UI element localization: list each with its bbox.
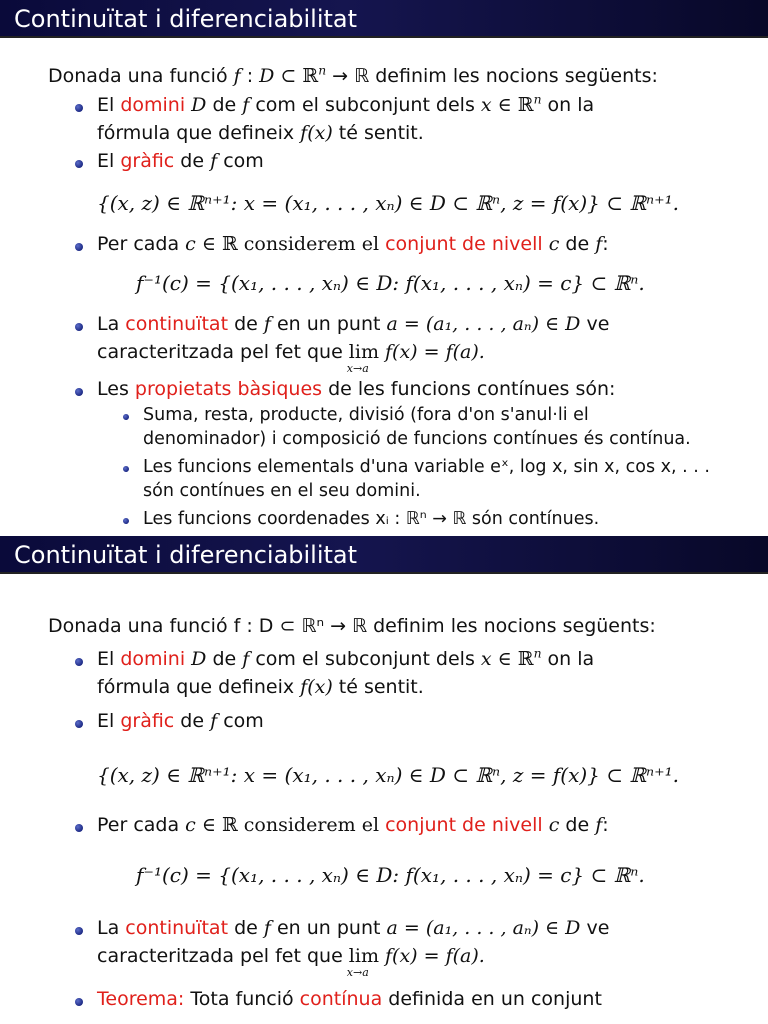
intro-line: Donada una funció f : D ⊂ ℝⁿ → ℝ definim les nocions següents: [48, 615, 656, 637]
slide-2 [0, 536, 768, 1024]
domini-line-2: fórmula que defineix f(x) té sentit. [97, 122, 424, 144]
term-teorema: Teorema: [97, 988, 185, 1010]
bullet-icon [75, 927, 83, 935]
teorema-line: Teorema: Tota funció contínua definida en un conjunt [97, 988, 602, 1010]
term-continuitat: continuïtat [125, 313, 229, 335]
propietats-line: Les propietats bàsiques de les funcions contínues són: [97, 378, 616, 400]
bullet-icon [75, 104, 83, 112]
term-conjunt-nivell: conjunt de nivell [385, 233, 543, 255]
term-domini: domini [120, 94, 186, 116]
continuitat-line: La continuïtat de f en un punt a = (a₁, . . . , aₙ) ∈ D ve [97, 917, 610, 939]
nivell-line: Per cada c ∈ ℝ considerem el conjunt de nivell c de f: [97, 814, 609, 836]
bullet-icon [75, 998, 83, 1006]
term-continua: contínua [299, 988, 383, 1010]
slide-title: Continuïtat i diferenciabilitat [0, 0, 768, 38]
sub-item-1: Suma, resta, producte, divisió (fora d'on s'anul·li el [143, 405, 589, 425]
bullet-icon [75, 824, 83, 832]
bullet-icon [75, 243, 83, 251]
domini-line: El domini D de f com el subconjunt dels x ∈ ℝ$^n$ on la [97, 646, 595, 670]
intro-line: Donada una funció f : D ⊂ ℝ$^n$ → ℝ definim les nocions següents: [48, 63, 658, 87]
nivell-formula: f⁻¹(c) = {(x₁, . . . , xₙ) ∈ D: f(x₁, . . . , xₙ) = c} ⊂ ℝⁿ. [136, 271, 645, 295]
bullet-icon [75, 323, 83, 331]
sub-item-2-cont: són contínues en el seu domini. [143, 481, 421, 501]
continuitat-line-2: caracteritzada pel fet que lim x→a f(x) = f(a). [97, 945, 485, 979]
bullet-icon [75, 388, 83, 396]
nivell-line: Per cada c ∈ ℝ considerem el conjunt de nivell c de f: [97, 233, 609, 255]
sub-item-2: Les funcions elementals d'una variable eˣ, log x, sin x, cos x, . . . [143, 457, 710, 477]
domini-line: El domini D de f com el subconjunt dels x ∈ ℝ$^n$ on la [97, 92, 595, 116]
grafic-formula: {(x, z) ∈ ℝⁿ⁺¹: x = (x₁, . . . , xₙ) ∈ D ⊂ ℝⁿ, z = f(x)} ⊂ ℝⁿ⁺¹. [97, 763, 680, 787]
term-grafic: gràfic [120, 150, 175, 172]
bullet-icon [75, 160, 83, 168]
term-propietats: propietats bàsiques [134, 378, 323, 400]
grafic-line: El gràfic de f com [97, 150, 264, 172]
continuitat-line: La continuïtat de f en un punt a = (a₁, . . . , aₙ) ∈ D ve [97, 313, 610, 335]
continuitat-line-2: caracteritzada pel fet que lim x→a f(x) = f(a). [97, 341, 485, 375]
slide-title: Continuïtat i diferenciabilitat [0, 536, 768, 574]
bullet-icon [75, 720, 83, 728]
sub-item-3: Les funcions coordenades xᵢ : ℝⁿ → ℝ són contínues. [143, 509, 600, 529]
domini-line-2: fórmula que defineix f(x) té sentit. [97, 676, 424, 698]
grafic-line: El gràfic de f com [97, 710, 264, 732]
bullet-icon [123, 518, 129, 524]
bullet-icon [123, 466, 129, 472]
sub-item-1-cont: denominador) i composició de funcions contínues és contínua. [143, 429, 691, 449]
grafic-formula: {(x, z) ∈ ℝⁿ⁺¹: x = (x₁, . . . , xₙ) ∈ D ⊂ ℝⁿ, z = f(x)} ⊂ ℝⁿ⁺¹. [97, 191, 680, 215]
bullet-icon [123, 414, 129, 420]
bullet-icon [75, 658, 83, 666]
nivell-formula: f⁻¹(c) = {(x₁, . . . , xₙ) ∈ D: f(x₁, . . . , xₙ) = c} ⊂ ℝⁿ. [136, 863, 645, 887]
